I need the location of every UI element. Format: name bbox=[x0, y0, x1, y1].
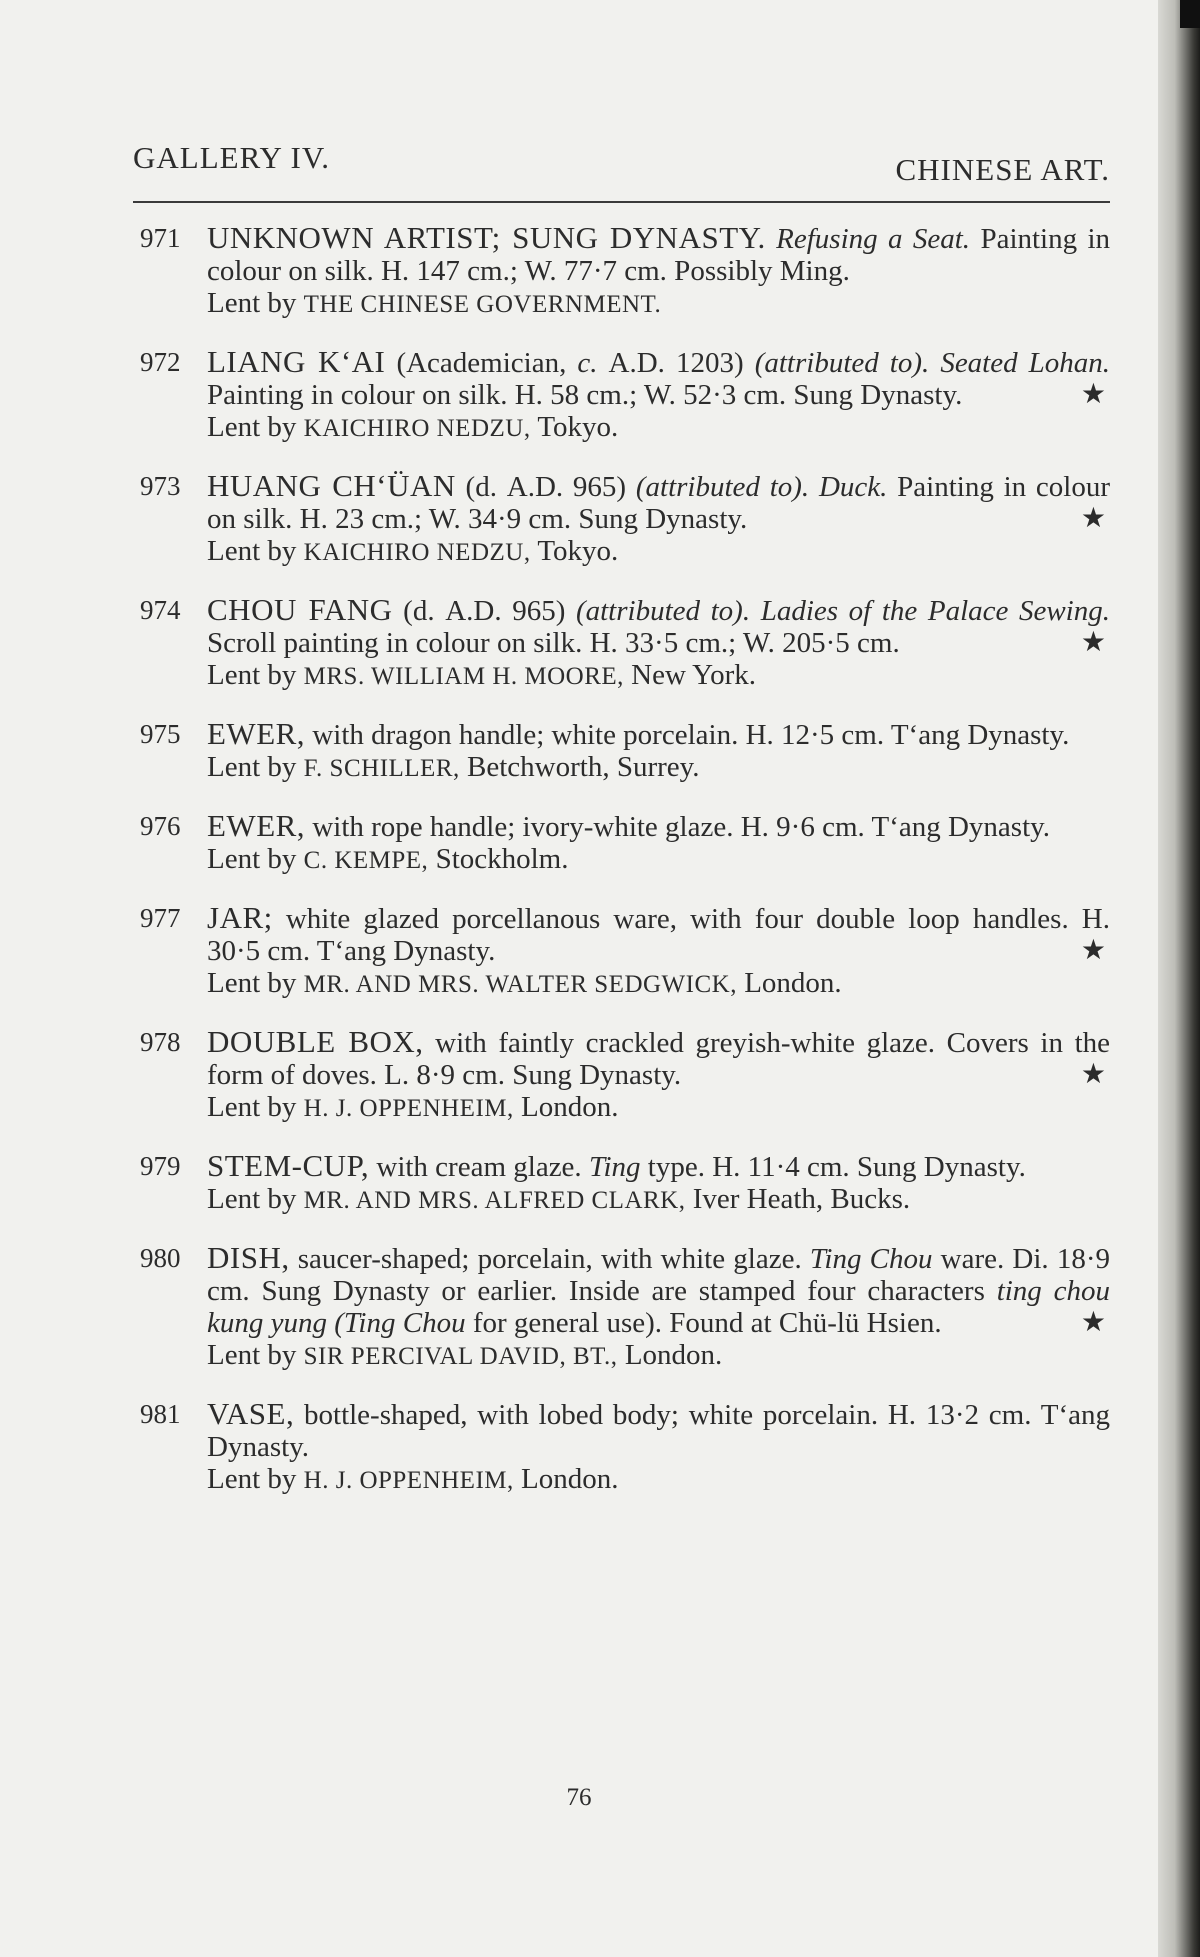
catalogue-entry-977 bbox=[140, 902, 1110, 1001]
catalogue-entry-981 bbox=[140, 1398, 1110, 1497]
entry-text: with dragon handle; white porcelain. H. 12·5 cm. T‘ang Dynasty. bbox=[312, 719, 1070, 751]
entry-description bbox=[207, 1398, 1110, 1463]
entry-lender-line bbox=[207, 843, 1110, 877]
lender-name: H. J. OPPENHEIM, bbox=[303, 1467, 514, 1494]
entry-lender-line bbox=[207, 1463, 1110, 1497]
star-icon: ★ bbox=[1080, 503, 1106, 534]
entry-title: VASE, bbox=[207, 1396, 295, 1431]
lender-name: KAICHIRO NEDZU, bbox=[303, 539, 531, 566]
entry-number: 981 bbox=[140, 1399, 181, 1429]
entry-text: white glazed porcellanous ware, with four double loop handles. H. 30·5 cm. T‘ang Dynasty. bbox=[207, 903, 1110, 967]
entry-number: 976 bbox=[140, 811, 181, 841]
entry-italic-title: Refusing a Seat. bbox=[776, 223, 971, 255]
entry-description bbox=[207, 470, 1110, 535]
lent-by-label: Lent by bbox=[207, 1339, 297, 1371]
catalogue-entry-971 bbox=[140, 222, 1110, 321]
entry-description bbox=[207, 222, 1110, 287]
lent-by-label: Lent by bbox=[207, 1091, 297, 1123]
lent-by-label: Lent by bbox=[207, 1183, 297, 1215]
entry-detail: (d. bbox=[403, 595, 435, 627]
lender-place: Tokyo. bbox=[537, 535, 619, 567]
entry-era: A.D. bbox=[608, 347, 665, 379]
lent-by-label: Lent by bbox=[207, 411, 297, 443]
entry-number: 973 bbox=[140, 471, 181, 501]
entry-attribution: (attributed to). bbox=[575, 595, 751, 627]
lent-by-label: Lent by bbox=[207, 843, 297, 875]
lender-name: MR. AND MRS. WALTER SEDGWICK, bbox=[303, 971, 737, 998]
lender-place: Iver Heath, Bucks. bbox=[692, 1183, 911, 1215]
entry-lender-line bbox=[207, 411, 1110, 445]
entry-lender-line bbox=[207, 659, 1110, 693]
entry-text: Painting in colour on silk. H. 147 cm.; W. 77·7 cm. Possibly Ming. bbox=[207, 223, 1111, 287]
page-number: 76 bbox=[566, 1784, 592, 1811]
catalogue-entries bbox=[140, 222, 1110, 1522]
entry-italic-term: Ting Chou bbox=[809, 1243, 933, 1275]
entry-lender-line bbox=[207, 751, 1110, 785]
lender-place: London. bbox=[521, 1091, 619, 1123]
catalogue-entry-974 bbox=[140, 594, 1110, 693]
catalogue-entry-976 bbox=[140, 810, 1110, 877]
entry-attribution: (attributed to). bbox=[635, 471, 810, 503]
entry-lender-line bbox=[207, 1091, 1110, 1125]
catalogue-entry-975 bbox=[140, 718, 1110, 785]
lender-place: Betchworth, Surrey. bbox=[467, 751, 700, 783]
entry-lender-line bbox=[207, 967, 1110, 1001]
entry-number: 978 bbox=[140, 1027, 181, 1057]
lender-name: THE CHINESE GOVERNMENT. bbox=[303, 291, 662, 318]
lender-name: KAICHIRO NEDZU, bbox=[303, 415, 531, 442]
entry-era: A.D. bbox=[445, 595, 502, 627]
header-gallery: GALLERY IV. bbox=[133, 140, 330, 175]
entry-description bbox=[207, 1026, 1110, 1091]
lent-by-label: Lent by bbox=[207, 1463, 297, 1495]
entry-text: Painting in colour on silk. H. 58 cm.; W. 52·3 cm. Sung Dynasty. bbox=[207, 379, 963, 411]
entry-lender-line bbox=[207, 1183, 1110, 1217]
catalogue-entry-972 bbox=[140, 346, 1110, 445]
entry-description bbox=[207, 1150, 1110, 1183]
entry-italic-term: Ting bbox=[588, 1151, 641, 1183]
lender-name: F. SCHILLER, bbox=[303, 755, 460, 782]
entry-title: STEM-CUP, bbox=[207, 1148, 370, 1183]
entry-circa: c. bbox=[577, 347, 598, 379]
lender-place: New York. bbox=[631, 659, 757, 691]
entry-text: Painting in colour on silk. H. 23 cm.; W. 34·9 cm. Sung Dynasty. bbox=[207, 471, 1111, 535]
entry-description bbox=[207, 902, 1110, 967]
catalogue-entry-980 bbox=[140, 1242, 1110, 1373]
header-section: CHINESE ART. bbox=[895, 152, 1110, 187]
entry-text: ware. Di. 18·9 cm. Sung Dynasty or earlier. Inside are stamped four characters bbox=[207, 1243, 1111, 1307]
entry-text: saucer-shaped; porcelain, with white glaze. bbox=[297, 1243, 802, 1275]
entry-number: 977 bbox=[140, 903, 181, 933]
entry-era: A.D. bbox=[506, 471, 564, 503]
entry-text: bottle-shaped, with lobed body; white porcelain. H. 13·2 cm. T‘ang Dynasty. bbox=[207, 1399, 1110, 1463]
entry-lender-line bbox=[207, 535, 1110, 569]
entry-italic-title: Duck. bbox=[818, 471, 888, 503]
entry-text: Scroll painting in colour on silk. H. 33·5 cm.; W. 205·5 cm. bbox=[207, 627, 900, 659]
entry-number: 979 bbox=[140, 1151, 181, 1181]
lender-name: MRS. WILLIAM H. MOORE, bbox=[303, 663, 624, 690]
lender-name: C. KEMPE, bbox=[303, 847, 429, 874]
entry-title: CHOU FANG bbox=[207, 592, 393, 627]
book-spine-shadow bbox=[1158, 0, 1200, 1957]
entry-title: UNKNOWN ARTIST; SUNG DYNASTY. bbox=[207, 220, 766, 255]
entry-text: with cream glaze. bbox=[376, 1151, 582, 1183]
entry-number: 980 bbox=[140, 1243, 181, 1273]
entry-number: 972 bbox=[140, 347, 181, 377]
lender-place: Tokyo. bbox=[537, 411, 619, 443]
entry-italic-term: (Ting Chou bbox=[334, 1307, 466, 1339]
lender-name: SIR PERCIVAL DAVID, BT., bbox=[303, 1343, 618, 1370]
star-icon: ★ bbox=[1080, 1307, 1106, 1338]
star-icon: ★ bbox=[1080, 935, 1106, 966]
catalogue-entry-979 bbox=[140, 1150, 1110, 1217]
header-rule bbox=[133, 201, 1110, 203]
catalogue-entry-978 bbox=[140, 1026, 1110, 1125]
entry-number: 975 bbox=[140, 719, 181, 749]
entry-description bbox=[207, 1242, 1110, 1339]
lender-place: London. bbox=[521, 1463, 619, 1495]
entry-italic-title: Seated Lohan. bbox=[940, 347, 1111, 379]
lent-by-label: Lent by bbox=[207, 967, 297, 999]
entry-title: JAR; bbox=[207, 900, 273, 935]
entry-text: type. H. 11·4 cm. Sung Dynasty. bbox=[647, 1151, 1026, 1183]
entry-italic-term: ting chou kung yung bbox=[207, 1275, 1110, 1339]
entry-description bbox=[207, 718, 1110, 751]
entry-detail: 1203) bbox=[675, 347, 744, 379]
star-icon: ★ bbox=[1080, 1059, 1106, 1090]
lender-place: London. bbox=[624, 1339, 723, 1371]
entry-title: DISH, bbox=[207, 1240, 290, 1275]
lent-by-label: Lent by bbox=[207, 751, 297, 783]
entry-lender-line bbox=[207, 1339, 1110, 1373]
entry-number: 971 bbox=[140, 223, 181, 253]
entry-italic-title: Ladies of the Palace Sewing. bbox=[760, 595, 1110, 627]
lent-by-label: Lent by bbox=[207, 535, 297, 567]
entry-title: EWER, bbox=[207, 808, 306, 843]
entry-detail: 965) bbox=[512, 595, 566, 627]
entry-description bbox=[207, 594, 1110, 659]
lent-by-label: Lent by bbox=[207, 659, 297, 691]
entry-title: LIANG K‘AI bbox=[207, 344, 386, 379]
lender-name: H. J. OPPENHEIM, bbox=[303, 1095, 514, 1122]
running-header bbox=[133, 140, 1110, 190]
entry-text: with rope handle; ivory-white glaze. H. 9·6 cm. T‘ang Dynasty. bbox=[312, 811, 1050, 843]
catalogue-entry-973 bbox=[140, 470, 1110, 569]
lender-place: London. bbox=[744, 967, 842, 999]
entry-description bbox=[207, 346, 1110, 411]
entry-detail: (Academician, bbox=[396, 347, 567, 379]
entry-text: with faintly crackled greyish-white glaze. Covers in the form of doves. L. 8·9 cm. Sung Dynasty. bbox=[207, 1027, 1111, 1091]
entry-title: DOUBLE BOX, bbox=[207, 1024, 424, 1059]
entry-attribution: (attributed to). bbox=[754, 347, 930, 379]
entry-title: EWER, bbox=[207, 716, 306, 751]
entry-text: for general use). Found at Chü-lü Hsien. bbox=[472, 1307, 942, 1339]
entry-title: HUANG CH‘ÜAN bbox=[207, 468, 456, 503]
entry-detail: (d. bbox=[465, 471, 497, 503]
lent-by-label: Lent by bbox=[207, 287, 297, 319]
entry-description bbox=[207, 810, 1110, 843]
entry-number: 974 bbox=[140, 595, 181, 625]
lender-place: Stockholm. bbox=[435, 843, 569, 875]
entry-detail: 965) bbox=[572, 471, 627, 503]
book-edge-corner bbox=[1180, 0, 1200, 28]
entry-lender-line bbox=[207, 287, 1110, 321]
star-icon: ★ bbox=[1080, 627, 1106, 658]
lender-name: MR. AND MRS. ALFRED CLARK, bbox=[303, 1187, 686, 1214]
star-icon: ★ bbox=[1080, 379, 1106, 410]
